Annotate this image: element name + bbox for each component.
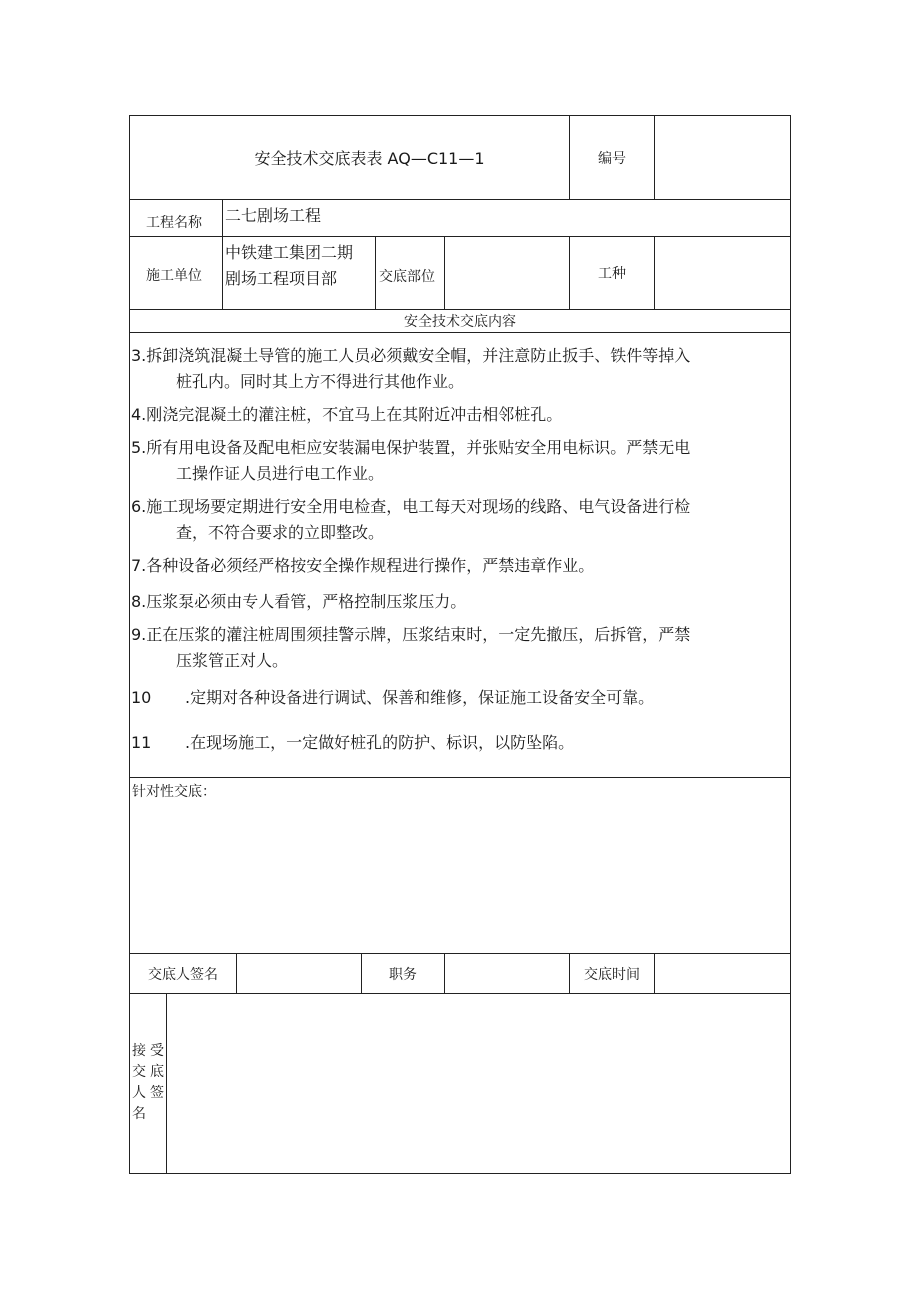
handover-time-label: 交底时间 bbox=[584, 966, 640, 983]
form-title: 安全技术交底表表 AQ—C11—1 bbox=[254, 149, 485, 168]
handover-time-value[interactable] bbox=[655, 954, 790, 993]
receiver-label-char: 受 bbox=[150, 1043, 164, 1059]
list-item bbox=[131, 685, 781, 711]
item-line1: 8.压浆泵必须由专人看管，严格控制压浆压力。 bbox=[131, 592, 467, 611]
project-name-label: 工程名称 bbox=[146, 215, 202, 231]
construction-unit-line2: 剧场工程项目部 bbox=[225, 269, 338, 288]
list-item bbox=[131, 402, 781, 428]
item-line1: 9.正在压浆的灌注桩周围须挂警示牌，压浆结束时，一定先撤压，后拆管，严禁 bbox=[131, 625, 691, 644]
targeted-handover-area[interactable] bbox=[130, 800, 790, 952]
list-item bbox=[131, 494, 781, 546]
number-value[interactable] bbox=[655, 116, 790, 199]
item-line1: 7.各种设备必须经严格按安全操作规程进行操作，严禁违章作业。 bbox=[131, 556, 595, 575]
receiver-label-char: 签 bbox=[150, 1085, 164, 1101]
receiver-label-char: 名 bbox=[132, 1106, 146, 1122]
item-line2: 压浆管正对人。 bbox=[176, 651, 289, 670]
item-line2: 桩孔内。同时其上方不得进行其他作业。 bbox=[176, 372, 465, 391]
item-line1: 4.刚浇完混凝土的灌注桩，不宜马上在其附近冲击相邻桩孔。 bbox=[131, 405, 563, 424]
list-item bbox=[131, 435, 781, 487]
position-value[interactable] bbox=[445, 954, 569, 993]
item-number: 10 bbox=[131, 688, 152, 707]
item-line2: 查，不符合要求的立即整改。 bbox=[176, 523, 385, 542]
giver-signature-label: 交底人签名 bbox=[148, 966, 218, 983]
receiver-label-char: 底 bbox=[150, 1064, 164, 1080]
position-label: 职务 bbox=[389, 966, 417, 983]
list-item bbox=[131, 589, 781, 615]
section-title: 安全技术交底内容 bbox=[404, 314, 516, 330]
list-item bbox=[131, 343, 781, 395]
item-text: .定期对各种设备进行调试、保善和维修，保证施工设备安全可靠。 bbox=[185, 688, 655, 707]
receiver-label-char: 人 bbox=[132, 1085, 146, 1101]
item-line1: 3.拆卸浇筑混凝土导管的施工人员必须戴安全帽，并注意防止扳手、铁件等掉入 bbox=[131, 346, 691, 365]
trade-label: 工种 bbox=[598, 266, 626, 282]
handover-part-value[interactable] bbox=[445, 237, 569, 309]
receiver-signature-area[interactable] bbox=[167, 994, 790, 1173]
construction-unit-line1: 中铁建工集团二期 bbox=[225, 243, 354, 262]
list-item bbox=[131, 553, 781, 579]
receiver-label-char: 接 bbox=[132, 1043, 146, 1059]
item-number: 11 bbox=[131, 733, 152, 752]
project-name-value[interactable]: 二七剧场工程 bbox=[225, 206, 322, 225]
list-item bbox=[131, 622, 781, 674]
list-item bbox=[131, 730, 781, 756]
item-line2: 工操作证人员进行电工作业。 bbox=[176, 464, 385, 483]
handover-part-label: 交底部位 bbox=[379, 269, 435, 285]
targeted-handover-label: 针对性交底： bbox=[132, 784, 216, 800]
item-text: .在现场施工，一定做好桩孔的防护、标识，以防坠陷。 bbox=[185, 733, 575, 752]
item-line1: 6.施工现场要定期进行安全用电检查，电工每天对现场的线路、电气设备进行检 bbox=[131, 497, 691, 516]
receiver-label-char: 交 bbox=[132, 1064, 146, 1080]
giver-signature-value[interactable] bbox=[237, 954, 361, 993]
item-line1: 5.所有用电设备及配电柜应安装漏电保护装置，并张贴安全用电标识。严禁无电 bbox=[131, 438, 691, 457]
trade-value[interactable] bbox=[655, 237, 790, 309]
number-label: 编号 bbox=[598, 150, 626, 167]
construction-unit-label: 施工单位 bbox=[146, 268, 202, 284]
